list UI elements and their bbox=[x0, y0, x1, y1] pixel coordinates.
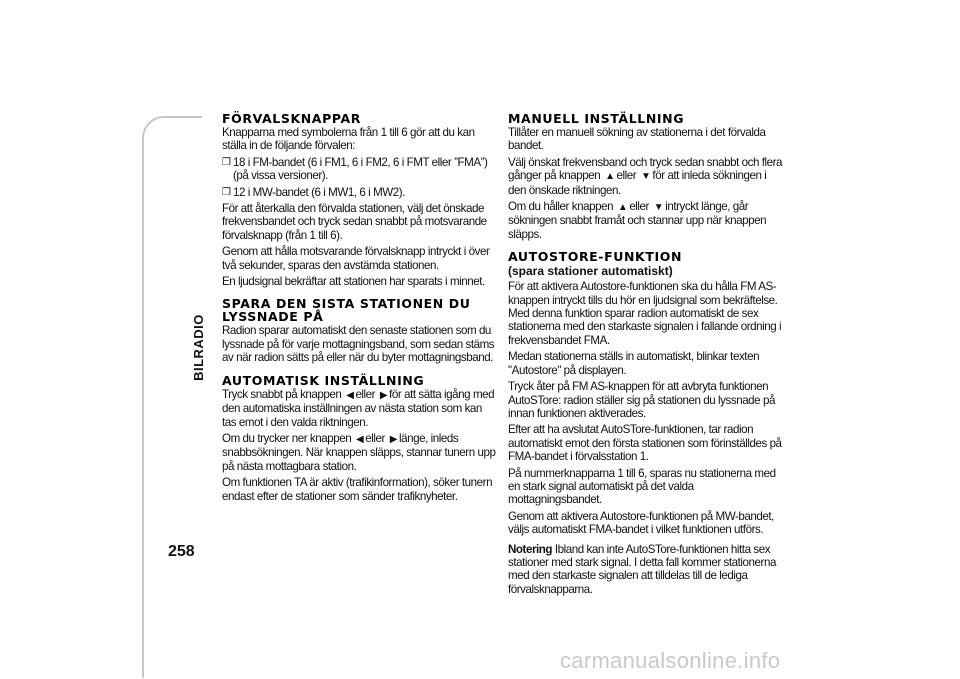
note-label: Notering bbox=[508, 542, 553, 556]
paragraph: Tryck snabbt på knappen ◀ eller ▶ för att sätta igång med den automatiska inställningen av nästa station som kan tas emot i den valda riktningen. bbox=[222, 387, 495, 429]
subheading: (spara stationer automatiskt) bbox=[508, 264, 673, 279]
paragraph: En ljudsignal bekräftar att stationen har sparats i minnet. bbox=[222, 275, 485, 289]
page-number: 258 bbox=[168, 543, 195, 560]
arrow-up-icon: ▲ bbox=[605, 171, 615, 183]
list-item bbox=[222, 186, 497, 199]
list-item-text: 18 i FM-bandet (6 i FM1, 6 i FM2, 6 i FMT eller ”FMA”) (på vissa versioner). bbox=[233, 155, 488, 183]
paragraph: Tillåter en manuell sökning av stationerna i det förvalda bandet. bbox=[508, 126, 766, 153]
arrow-down-icon: ▼ bbox=[653, 202, 664, 214]
arrow-right-icon: ▶ bbox=[379, 389, 388, 401]
arrow-left-icon: ◀ bbox=[346, 389, 354, 401]
paragraph: Efter att ha avslutat AutoSTore-funktionen, tar radion automatiskt emot den första stationen som förinställdes på FMA-bandet i förvalsstation 1. bbox=[508, 423, 782, 464]
paragraph: För att aktivera Autostore-funktionen ska du hålla FM AS-knappen intryckt tills du hör en ljudsignal som bekräftelse. Med denna funktion sparar radion automatiskt de sex stationerna med den starkaste signalen i fallande ordning i frekvensbandet FMA. bbox=[508, 280, 782, 347]
heading-forvalsknappar: FÖRVALSKNAPPAR bbox=[222, 111, 361, 126]
heading-spara-sista-stationen: SPARA DEN SISTA STATIONEN DU LYSSNADE PÅ bbox=[222, 296, 471, 325]
heading-automatisk-installning: AUTOMATISK INSTÄLLNING bbox=[222, 372, 425, 388]
page-frame bbox=[142, 116, 202, 678]
chapter-label: BILRADIO bbox=[190, 313, 206, 381]
paragraph: Genom att aktivera Autostore-funktionen på MW-bandet, väljs automatiskt FMA-bandet i vilket funktionen utförs. bbox=[508, 509, 774, 537]
note-paragraph bbox=[508, 543, 785, 597]
right-column bbox=[508, 112, 785, 599]
paragraph: Välj önskat frekvensband och tryck sedan snabbt och flera gånger på knappen ▲ eller ▼ för att inleda sökningen i den önskade riktningen. bbox=[508, 155, 783, 197]
list-item-text: 12 i MW-bandet (6 i MW1, 6 i MW2). bbox=[233, 185, 405, 199]
left-column bbox=[222, 112, 497, 506]
watermark: carmanualsonline.info bbox=[560, 648, 781, 673]
paragraph: Genom att hålla motsvarande förvalsknapp intryckt i över två sekunder, sparas den avstämda stationen. bbox=[222, 245, 490, 272]
list-item bbox=[222, 156, 497, 183]
note-text: Ibland kan inte AutoSTore-funktionen hitta sex stationer med stark signal. I detta fall kommer stationerna med den starkaste signalen att tilldelas till de lediga förvalsknapparna. bbox=[508, 542, 776, 596]
arrow-left-icon: ◀ bbox=[356, 433, 364, 445]
paragraph: Tryck åter på FM AS-knappen för att avbryta funktionen AutoSTore: radion ställer sig på stationen du lyssnade på innan funktionen aktiverades. bbox=[508, 380, 775, 420]
arrow-down-icon: ▼ bbox=[640, 171, 651, 183]
paragraph: Radion sparar automatiskt den senaste stationen som du lyssnade på för varje mottagningsband, som sedan stäms av när radion sätts på eller när du byter mottagningsband. bbox=[222, 324, 495, 365]
arrow-right-icon: ▶ bbox=[389, 433, 397, 445]
paragraph: På nummerknapparna 1 till 6, sparas nu stationerna med en stark signal automatiskt på det valda mottagningsbandet. bbox=[508, 466, 776, 507]
paragraph: Om du håller knappen ▲ eller ▼ intryckt länge, går sökningen snabbt framåt och stannar upp när knappen släpps. bbox=[508, 200, 767, 241]
paragraph: Knapparna med symbolerna från 1 till 6 gör att du kan ställa in de följande förvalen: bbox=[222, 126, 475, 153]
heading-manuell-installning: MANUELL INSTÄLLNING bbox=[508, 111, 685, 126]
paragraph: För att återkalla den förvalda stationen, välj det önskade frekvensbandet och tryck sedan snabbt på motsvarande förvalsknapp (från 1 till 6). bbox=[222, 202, 487, 242]
checkbox-bullet-icon: ❒ bbox=[222, 186, 231, 198]
paragraph: Om du trycker ner knappen ◀ eller ▶ länge, inleds snabbsökningen. När knappen släpps, stannar tunern upp på nästa mottagbara station. bbox=[222, 431, 496, 473]
checkbox-bullet-icon: ❒ bbox=[222, 156, 231, 168]
paragraph: Om funktionen TA är aktiv (trafikinformation), söker tunern endast efter de stationer som sänder trafiknyheter. bbox=[222, 476, 493, 503]
arrow-up-icon: ▲ bbox=[617, 202, 628, 214]
heading-autostore-funktion: AUTOSTORE-FUNKTION bbox=[508, 249, 683, 265]
chapter-side-tab bbox=[186, 312, 210, 382]
paragraph: Medan stationerna ställs in automatiskt, blinkar texten "Autostore" på displayen. bbox=[508, 350, 760, 377]
